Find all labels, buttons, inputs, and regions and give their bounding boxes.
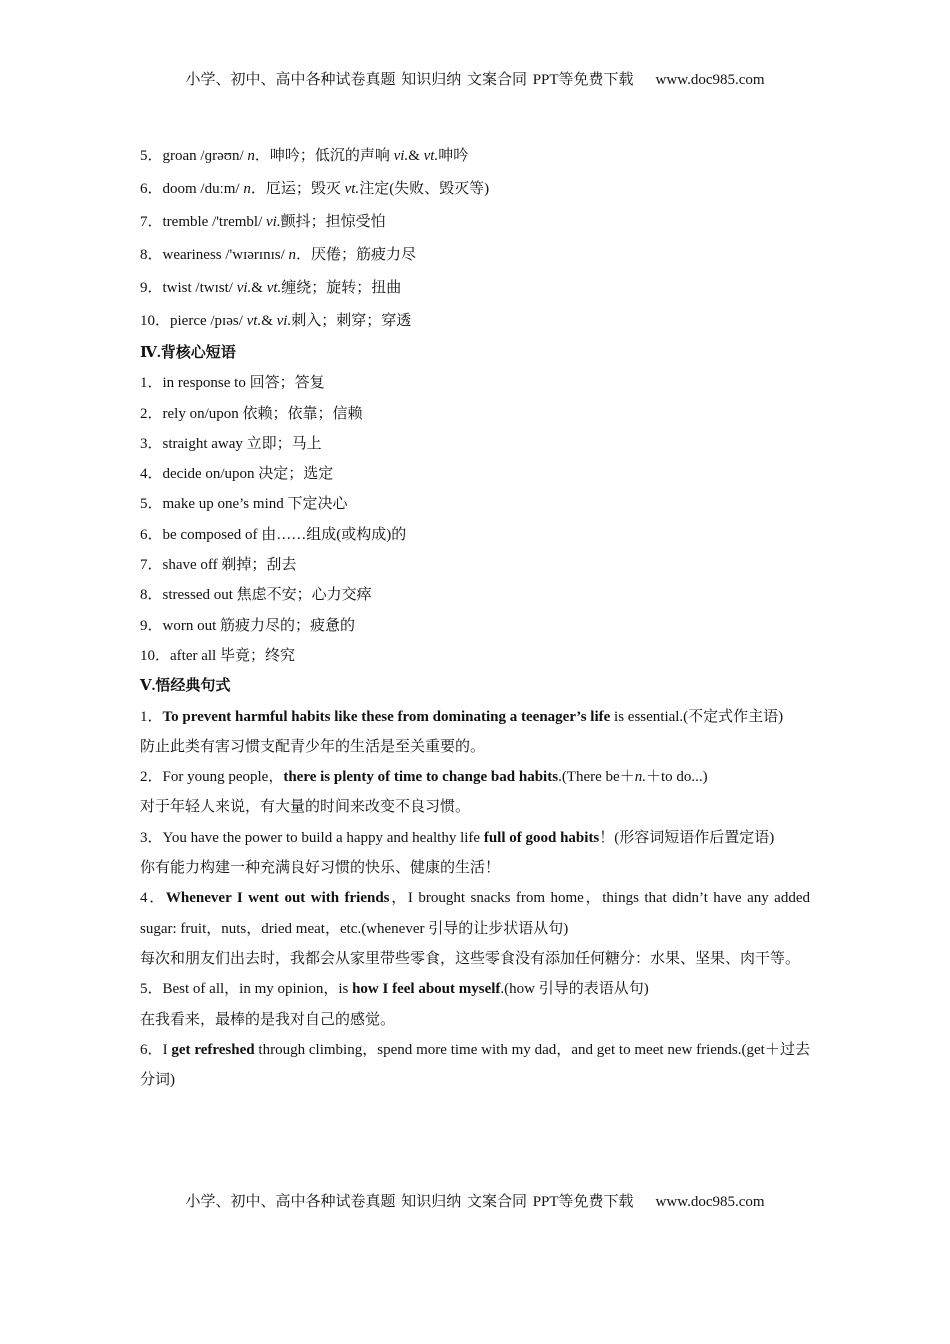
italic-text: n: [288, 247, 297, 263]
text-segment: 1．: [140, 708, 163, 725]
bold-text: how I feel about myself: [352, 981, 501, 998]
text-segment: &: [261, 313, 277, 329]
sentence-translation: 每次和朋友们出去时，我都会从家里带些零食，这些零食没有添加任何糖分：水果、坚果、肉干等。: [140, 950, 801, 967]
vocab-item: [140, 305, 810, 338]
text-segment: 6．doom /duːm/: [140, 181, 244, 197]
phrase-item: 7．shave off 剃掉；刮去: [140, 557, 297, 574]
italic-text: vt.: [423, 148, 439, 164]
italic-text: vt.: [344, 181, 360, 197]
bold-text: get refreshed: [171, 1041, 255, 1058]
text-segment: 9．twist /twɪst/: [140, 280, 237, 296]
vocab-item: [140, 206, 810, 239]
text-segment: 5．Best of all，in my opinion，is: [140, 981, 353, 998]
sentence-translation: 对于年轻人来说，有大量的时间来改变不良习惯。: [140, 799, 471, 816]
text-segment: ．厄运；毁灭: [250, 181, 345, 197]
italic-text: vi.: [266, 214, 281, 230]
text-segment: 呻吟: [438, 148, 469, 164]
text-segment: ＋to do...): [645, 769, 708, 786]
text-segment: &: [251, 280, 267, 296]
text-segment: through climbing，spend more time with my dad，and get to meet new friends.(get＋过去分词): [140, 1041, 810, 1089]
text-segment: ．呻吟；低沉的声响: [254, 148, 394, 164]
phrase-item: 1．in response to 回答；答复: [140, 375, 325, 392]
bold-text: there is plenty of time to change bad habits: [283, 769, 559, 786]
italic-text: vt.: [246, 313, 262, 329]
phrase-item: 2．rely on/upon 依赖；依靠；信赖: [140, 405, 363, 422]
text-segment: 注定(失败、毁灭等): [359, 181, 490, 197]
text-segment: &: [408, 148, 424, 164]
text-segment: 10．pierce /pɪəs/: [140, 313, 247, 329]
italic-text: n: [243, 181, 251, 197]
phrase-item: 4．decide on/upon 决定；选定: [140, 466, 334, 483]
phrase-item: 3．straight away 立即；马上: [140, 435, 322, 452]
sentence-english: [140, 883, 810, 944]
bold-text: Whenever I went out with friends: [165, 890, 390, 907]
text-segment: 刺入；刺穿；穿透: [291, 313, 412, 329]
text-segment: .(There be＋: [558, 769, 635, 786]
bold-text: To prevent harmful habits like these from dominating a teenager’s life: [162, 708, 611, 725]
sentence-list: [140, 702, 810, 1096]
phrase-item: 10．after all 毕竟；终究: [140, 647, 295, 664]
phrase-item: 9．worn out 筋疲力尽的；疲惫的: [140, 617, 355, 634]
phrase-item: 8．stressed out 焦虑不安；心力交瘁: [140, 587, 372, 604]
italic-text: vi.: [236, 280, 252, 296]
text-segment: 3．You have the power to build a happy and healthy life: [140, 829, 484, 846]
footer-url: www.doc985.com: [655, 1194, 765, 1210]
vocabulary-list: [140, 140, 810, 338]
text-segment: 7．tremble /'trembl/: [140, 214, 267, 230]
bold-text: full of good habits: [483, 829, 600, 846]
sentence-english: [140, 974, 810, 1004]
text-segment: 8．weariness /'wɪərɪnɪs/: [140, 247, 289, 263]
italic-text: vt.: [266, 280, 282, 296]
header-text: 小学、初中、高中各种试卷真题 知识归纳 文案合同 PPT等免费下载: [185, 72, 634, 88]
section-heading-phrases: Ⅳ.背核心短语: [140, 345, 236, 361]
page-footer: [0, 1190, 950, 1211]
sentence-english: [140, 702, 810, 732]
vocab-item: [140, 239, 810, 272]
footer-text: 小学、初中、高中各种试卷真题 知识归纳 文案合同 PPT等免费下载: [185, 1194, 634, 1210]
vocab-item: [140, 173, 810, 206]
sentence-translation: 防止此类有害习惯支配青少年的生活是至关重要的。: [140, 738, 486, 755]
document-body: [140, 140, 810, 1095]
sentence-translation: 在我看来，最棒的是我对自己的感觉。: [140, 1011, 396, 1028]
header-url: www.doc985.com: [655, 72, 765, 88]
phrase-list: [140, 368, 810, 671]
sentence-translation: 你有能力构建一种充满良好习惯的快乐、健康的生活！: [140, 860, 501, 877]
text-segment: ．厌倦；筋疲力尽: [296, 247, 417, 263]
text-segment: ，I brought snacks from home，things that didn’t have any added sugar: fruit，nuts，dried meat，etc.(whenever 引导的让步状语从句): [140, 890, 810, 937]
text-segment: 6．I: [140, 1041, 172, 1058]
sentence-english: [140, 823, 810, 853]
italic-text: n.: [634, 769, 646, 786]
page-header: [0, 68, 950, 89]
text-segment: 2．For young people，: [140, 769, 284, 786]
text-segment: .(how 引导的表语从句): [500, 981, 649, 998]
phrase-item: 6．be composed of 由……组成(或构成)的: [140, 526, 407, 543]
text-segment: 缠绕；旋转；扭曲: [281, 280, 402, 296]
vocab-item: [140, 272, 810, 305]
text-segment: 5．groan /ɡrəʊn/: [140, 148, 248, 164]
italic-text: vi.: [276, 313, 292, 329]
italic-text: vi.: [393, 148, 409, 164]
text-segment: 4．: [140, 890, 166, 907]
sentence-english: [140, 762, 810, 792]
sentence-english: [140, 1035, 810, 1096]
text-segment: ！(形容词短语作后置定语): [599, 829, 775, 846]
text-segment: is essential.(不定式作主语): [610, 708, 784, 725]
vocab-item: [140, 140, 810, 173]
italic-text: n: [247, 148, 255, 164]
section-heading-sentences: Ⅴ.悟经典句式: [140, 678, 231, 695]
text-segment: 颤抖；担惊受怕: [280, 214, 386, 230]
phrase-item: 5．make up one’s mind 下定决心: [140, 496, 348, 513]
